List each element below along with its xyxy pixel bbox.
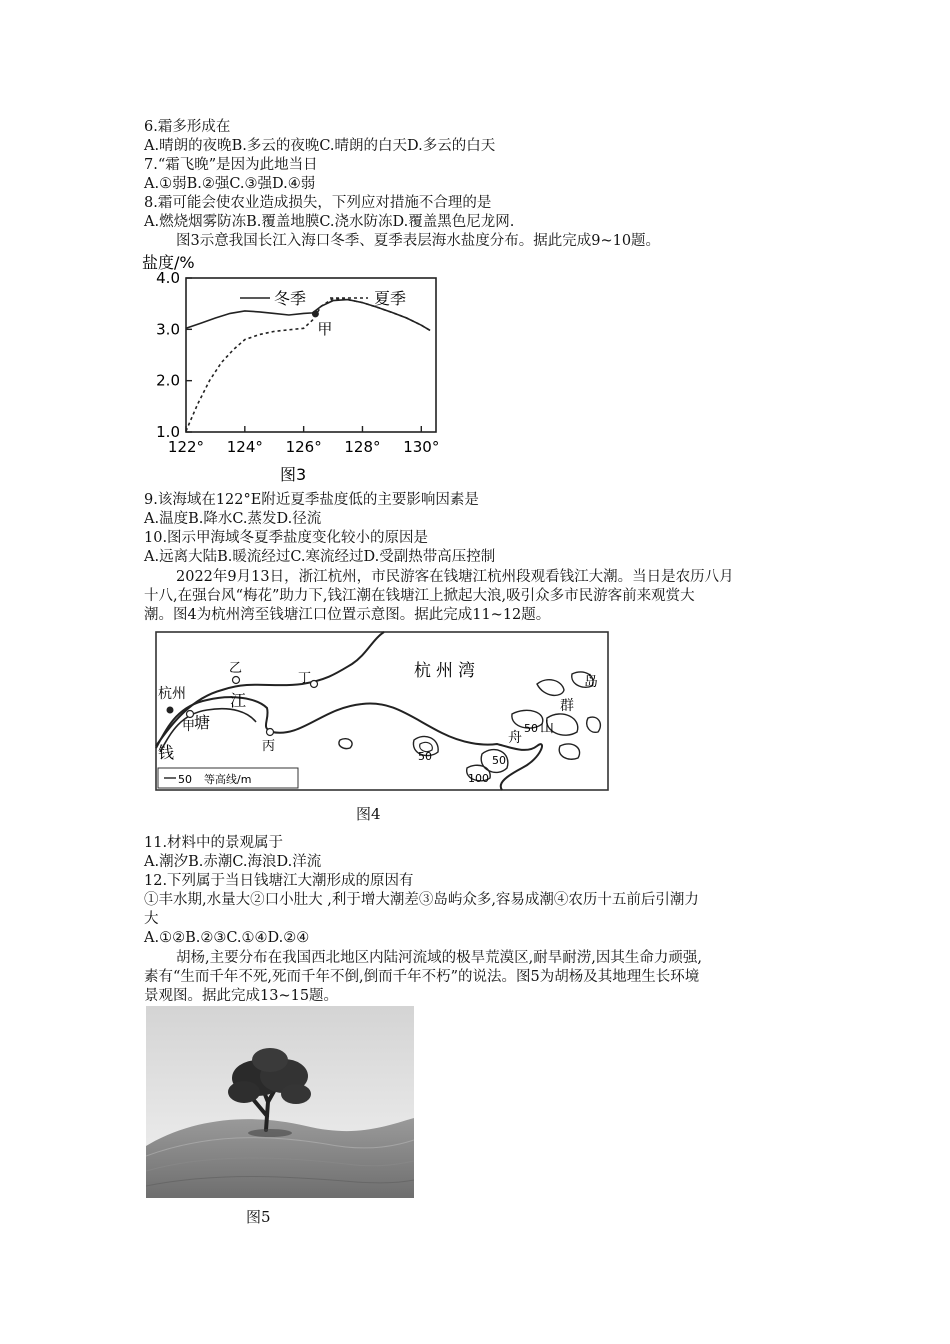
intro-11-12-line2: 十八,在强台风“梅花”助力下,钱江潮在钱塘江上掀起大浪,吸引众多市民游客前来观赏大 [144, 588, 695, 604]
y-tick-label: 3.0 [156, 320, 180, 339]
intro-13-15-line3: 景观图。据此完成13~15题。 [144, 988, 339, 1004]
q10-stem: 10.图示甲海域冬夏季盐度变化较小的原因是 [144, 530, 429, 546]
salinity-chart [140, 252, 440, 488]
contour-label-1: 50 [524, 722, 538, 735]
x-tick-label: 124° [226, 438, 263, 456]
point-jia-label: 甲 [317, 319, 333, 338]
island-label-4: 岛 [584, 674, 598, 690]
chart-caption: 图3 [280, 465, 307, 484]
legend-summer-label: 夏季 [374, 289, 407, 308]
hangzhou-marker [167, 707, 174, 714]
map-frame [156, 632, 608, 790]
q10-options: A.远离大陆B.暖流经过C.寒流经过D.受副热带高压控制 [144, 549, 496, 565]
legend-label: 等高线/m [204, 773, 252, 786]
q8-stem: 8.霜可能会使农业造成损失，下列应对措施不合理的是 [144, 195, 492, 211]
photo-caption: 图5 [246, 1208, 271, 1226]
point-jia-marker [187, 711, 194, 718]
x-tick-label: 128° [344, 438, 381, 456]
point-bing-marker [267, 729, 274, 736]
q11-options: A.潮汐B.赤潮C.海浪D.洋流 [144, 854, 322, 870]
q7-stem: 7.“霜飞晚”是因为此地当日 [144, 157, 318, 173]
legend-value: 50 [178, 773, 192, 786]
populus-photo [146, 1006, 414, 1198]
q6-stem: 6.霜多形成在 [144, 119, 231, 135]
point-jia-label: 甲 [182, 719, 196, 734]
q12-options: A.①②B.②③C.①④D.②④ [144, 930, 310, 946]
river-label-2: 塘 [194, 713, 211, 732]
contour-label-2: 50 [418, 750, 432, 763]
x-tick-label: 130° [403, 438, 440, 456]
point-yi-label: 乙 [229, 661, 243, 676]
river-label-3: 江 [230, 691, 247, 710]
island-label-3: 群 [560, 698, 574, 714]
x-tick-label: 122° [167, 438, 205, 456]
y-tick-label: 4.0 [156, 269, 180, 287]
q9-options: A.温度B.降水C.蒸发D.径流 [144, 511, 322, 527]
y-tick-label: 1.0 [156, 423, 180, 441]
bay-label: 杭州湾 [414, 661, 480, 681]
q12-choices-line2: 大 [144, 911, 159, 927]
y-axis-label: 盐度/% [142, 253, 195, 272]
hangzhou-bay-map [152, 628, 612, 794]
city-label: 杭州 [158, 686, 186, 702]
island-label-1: 舟 [508, 730, 522, 746]
q12-choices-line1: ①丰水期,水量大②口小肚大 ,利于增大潮差③岛屿众多,容易成潮④农历十五前后引潮力 [144, 892, 699, 908]
island-label-2: 山 [540, 720, 554, 736]
q8-options: A.燃烧烟雾防冻B.覆盖地膜C.浇水防冻D.覆盖黑色尼龙网. [144, 214, 515, 230]
point-yi-marker [233, 677, 240, 684]
point-jia [312, 310, 319, 317]
q6-options: A.晴朗的夜晚B.多云的夜晚C.晴朗的白天D.多云的白天 [144, 138, 496, 154]
q9-stem: 9.该海域在122°E附近夏季盐度低的主要影响因素是 [144, 492, 479, 508]
intro-11-12-line1: 2022年9月13日，浙江杭州，市民游客在钱塘江杭州段观看钱江大潮。当日是农历八月 [176, 569, 734, 585]
map-caption: 图4 [356, 805, 381, 823]
river-label-1: 钱 [158, 743, 175, 762]
intro-13-15-line1: 胡杨,主要分布在我国西北地区内陆河流域的极旱荒漠区,耐旱耐涝,因其生命力顽强, [176, 950, 702, 966]
intro-11-12-line3: 潮。图4为杭州湾至钱塘江口位置示意图。据此完成11~12题。 [144, 607, 551, 623]
point-ding-label: 丁 [298, 671, 312, 686]
legend-winter-label: 冬季 [274, 289, 307, 308]
point-ding-marker [311, 681, 318, 688]
y-tick-label: 2.0 [156, 371, 180, 390]
intro-13-15-line2: 素有“生而千年不死,死而千年不倒,倒而千年不朽”的说法。图5为胡杨及其地理生长环境 [144, 969, 700, 985]
contour-label-3: 50 [492, 754, 506, 767]
point-bing-label: 丙 [262, 739, 276, 754]
series-line-summer [186, 299, 430, 432]
intro-9-10: 图3示意我国长江入海口冬季、夏季表层海水盐度分布。据此完成9~10题。 [176, 233, 661, 249]
q11-stem: 11.材料中的景观属于 [144, 835, 284, 851]
q7-options: A.①弱B.②强C.③强D.④弱 [144, 176, 316, 192]
q12-stem: 12.下列属于当日钱塘江大潮形成的原因有 [144, 873, 414, 889]
x-tick-label: 126° [285, 438, 322, 456]
contour-label-4: 100 [468, 772, 489, 785]
